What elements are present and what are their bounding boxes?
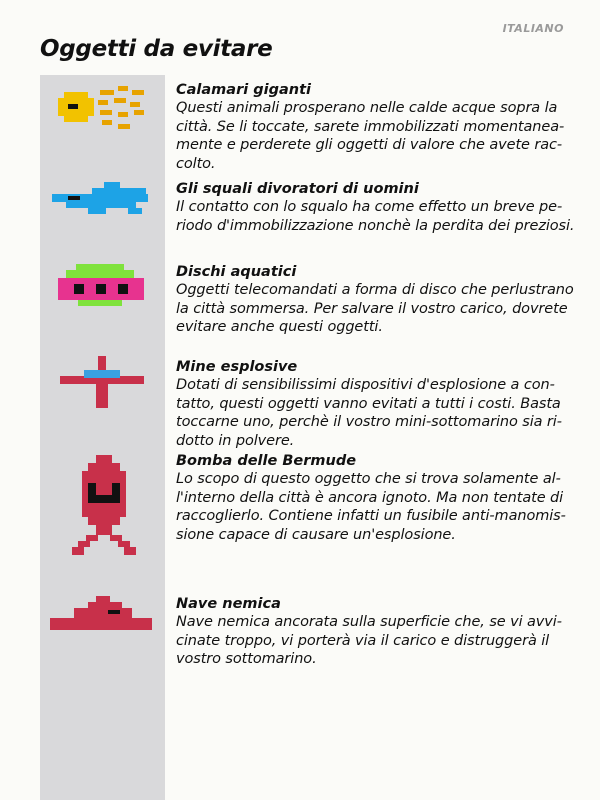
language-label: ITALIANO — [502, 22, 564, 35]
item-title: Mine esplosive — [176, 359, 298, 375]
enemy-ship-icon — [50, 596, 152, 634]
page-title: Oggetti da evitare — [40, 36, 273, 62]
item-title: Nave nemica — [176, 596, 281, 612]
mine-icon — [60, 356, 144, 410]
item-description: Oggetti telecomandati a forma di disco che perlustrano la città sommersa. Per salvare il vostro carico, dovrete evitare anche questi oggetti. — [176, 282, 574, 335]
item-description: Il contatto con lo squalo ha come effetto un breve periodo d'immobilizzazione nonchè la perdita dei preziosi. — [176, 199, 575, 234]
item-description: Nave nemica ancorata sulla superficie che, se vi avvicinate troppo, vi porterà via il carico e distruggerà il vostro sottomarino. — [176, 614, 562, 667]
item-description: Lo scopo di questo oggetto che si trova solamente all'interno della città è ancora ignoto. Ma non tentate di raccoglierlo. Contiene infatti un fusibile anti-manomissione capace di causare un'esplosione. — [176, 471, 566, 543]
item-title: Bomba delle Bermude — [176, 453, 357, 469]
disc-icon — [58, 262, 144, 310]
squid-icon — [52, 82, 152, 132]
item-description: Questi animali prosperano nelle calde acque sopra la città. Se li toccate, sarete immobilizzati momentaneamente e perderete gli oggetti di valore che avete raccolto. — [176, 100, 565, 172]
bomb-icon — [72, 455, 136, 559]
item-title: Dischi aquatici — [176, 264, 297, 280]
item-bomb — [176, 452, 576, 544]
item-shark — [176, 180, 576, 235]
shark-icon — [48, 180, 148, 220]
item-title: Calamari giganti — [176, 82, 311, 98]
item-squid — [176, 81, 576, 173]
item-disc — [176, 263, 576, 337]
item-title: Gli squali divoratori di uomini — [176, 181, 419, 197]
item-enemy-ship — [176, 595, 576, 669]
item-description: Dotati di sensibilissimi dispositivi d'esplosione a contatto, questi oggetti vanno evitati a tutti i costi. Basta toccarne uno, perchè il vostro mini-sottomarino sia ridotto in polvere. — [176, 377, 562, 449]
item-mine — [176, 358, 576, 450]
